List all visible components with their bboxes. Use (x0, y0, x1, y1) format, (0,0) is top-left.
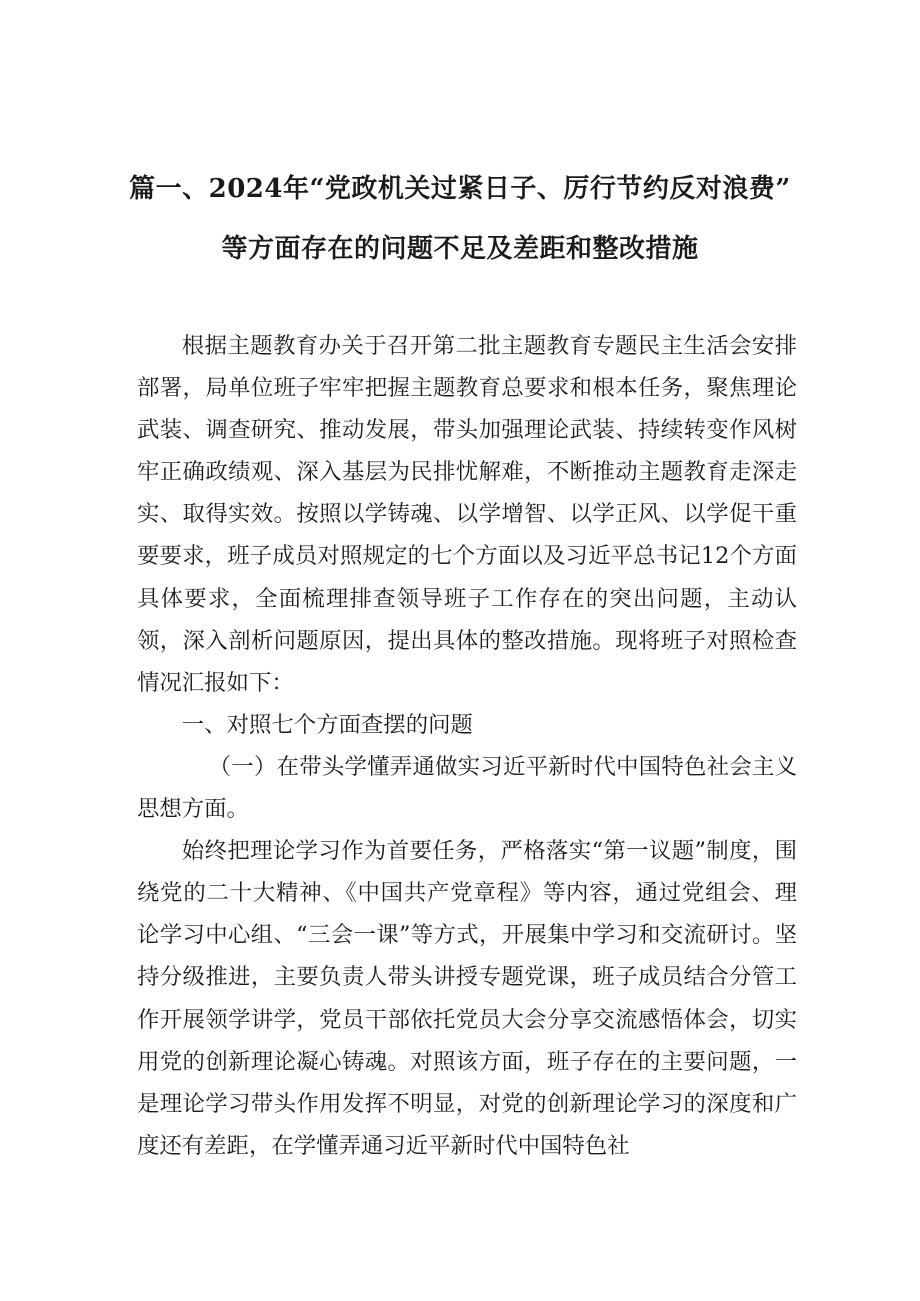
document-body (137, 325, 797, 1167)
intro-paragraph: 根据主题教育办关于召开第二批主题教育专题民主生活会安排部署，局单位班子牢牢把握主题教育总要求和根本任务，聚焦理论武装、调查研究、推动发展，带头加强理论武装、持续转变作风树牢正确政绩观、深入基层为民排忧解难，不断推动主题教育走深走实、取得实效。按照以学铸魂、以学增智、以学正风、以学促干重要要求，班子成员对照规定的七个方面以及习近平总书记12个方面具体要求，全面梳理排查领导班子工作存在的突出问题，主动认领，深入剖析问题原因，提出具体的整改措施。现将班子对照检查情况汇报如下： (137, 333, 797, 696)
document-title-line-1: 篇一、2024年“党政机关过紧日子、厉行节约反对浪费” (129, 174, 791, 204)
body-paragraph: 始终把理论学习作为首要任务，严格落实“第一议题”制度，围绕党的二十大精神、《中国共产党章程》等内容，通过党组会、理论学习中心组、“三会一课”等方式，开展集中学习和交流研讨。坚持分级推进，主要负责人带头讲授专题党课，班子成员结合分管工作开展领学讲学，党员干部依托党员大会分享交流感悟体会，切实用党的创新理论凝心铸魂。对照该方面，班子存在的主要问题，一是理论学习带头作用发挥不明显，对党的创新理论学习的深度和广度还有差距，在学懂弄通习近平新时代中国特色社 (137, 838, 797, 1159)
subsection-heading: （一）在带头学懂弄通做实习近平新时代中国特色社会主义思想方面。 (137, 753, 797, 823)
section-heading: 一、对照七个方面查摆的问题 (181, 711, 473, 738)
document-title-line-2: 等方面存在的问题不足及差距和整改措施 (221, 234, 699, 264)
